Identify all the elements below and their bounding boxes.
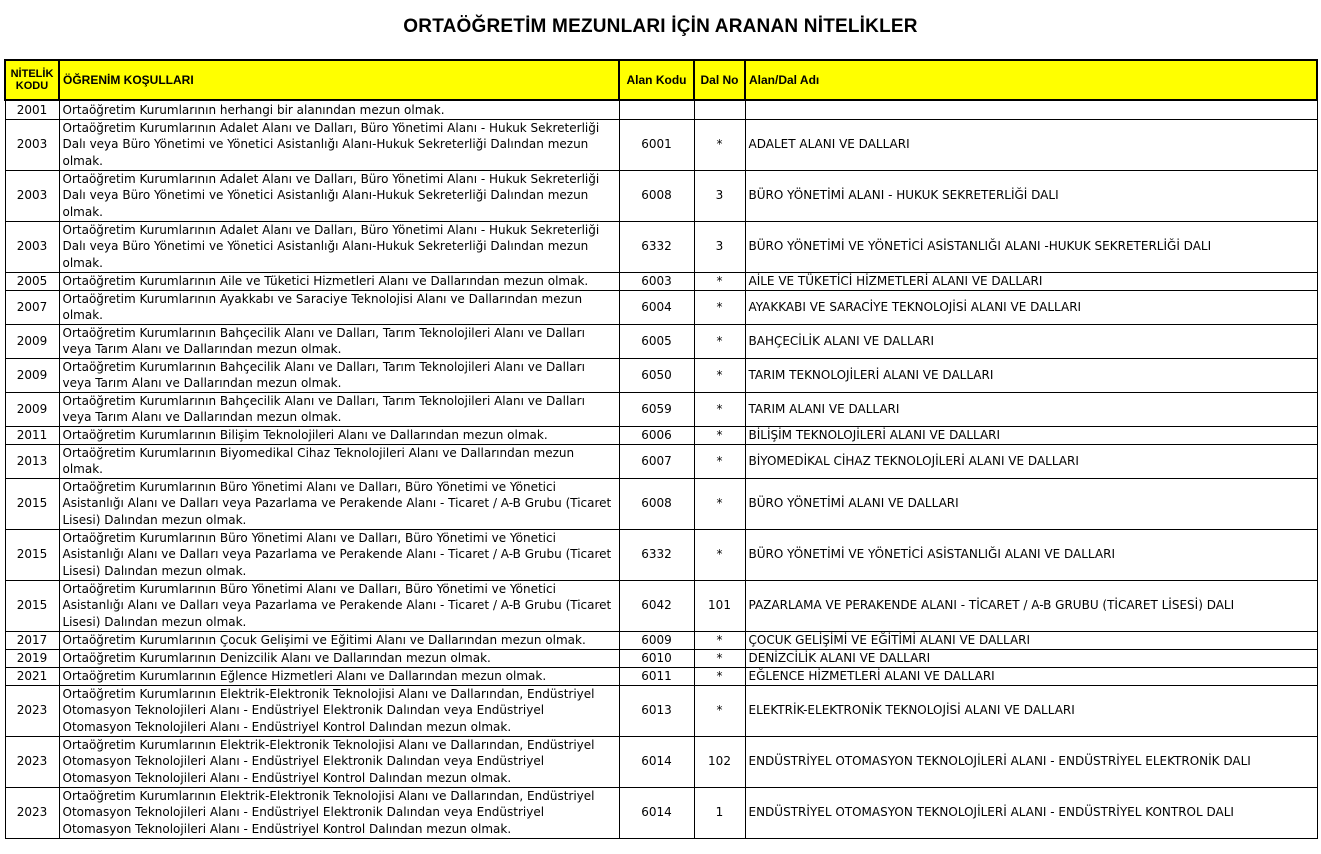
table-body: [5, 100, 1317, 838]
header-dal-no: Dal No: [694, 60, 745, 100]
cell-alan-kodu: 6009: [619, 631, 694, 649]
cell-alan-kodu: [619, 100, 694, 119]
cell-dal-no: 3: [694, 170, 745, 221]
cell-conditions: Ortaöğretim Kurumlarının Denizcilik Alanı ve Dallarından mezun olmak.: [59, 649, 619, 667]
header-alan-dal-adi: Alan/Dal Adı: [745, 60, 1317, 100]
cell-code: 2009: [5, 392, 59, 426]
table-header-row: [5, 60, 1317, 100]
header-ogrenim-kosullari: ÖĞRENİM KOŞULLARI: [59, 60, 619, 100]
cell-code: 2003: [5, 170, 59, 221]
cell-code: 2003: [5, 119, 59, 170]
cell-dal-no: 3: [694, 221, 745, 272]
cell-dal-no: *: [694, 119, 745, 170]
cell-alan-kodu: 6013: [619, 685, 694, 736]
cell-conditions: Ortaöğretim Kurumlarının Adalet Alanı ve Dalları, Büro Yönetimi Alanı - Hukuk Sekreterliği Dalı veya Büro Yönetimi ve Yönetici Asistanlığı Alanı-Hukuk Sekreterliği Dalından mezun olmak.: [59, 221, 619, 272]
cell-alan-dal-adi: ELEKTRİK-ELEKTRONİK TEKNOLOJİSİ ALANI VE DALLARI: [745, 685, 1317, 736]
cell-conditions: Ortaöğretim Kurumlarının Çocuk Gelişimi ve Eğitimi Alanı ve Dallarından mezun olmak.: [59, 631, 619, 649]
cell-dal-no: *: [694, 478, 745, 529]
cell-conditions: Ortaöğretim Kurumlarının Adalet Alanı ve Dalları, Büro Yönetimi Alanı - Hukuk Sekreterliği Dalı veya Büro Yönetimi ve Yönetici Asistanlığı Alanı-Hukuk Sekreterliği Dalından mezun olmak.: [59, 170, 619, 221]
cell-code: 2015: [5, 580, 59, 631]
cell-alan-dal-adi: AİLE VE TÜKETİCİ HİZMETLERİ ALANI VE DALLARI: [745, 272, 1317, 290]
cell-code: 2003: [5, 221, 59, 272]
cell-code: 2023: [5, 787, 59, 838]
cell-code: 2009: [5, 324, 59, 358]
cell-alan-kodu: 6008: [619, 170, 694, 221]
cell-alan-kodu: 6050: [619, 358, 694, 392]
cell-alan-kodu: 6332: [619, 221, 694, 272]
table-row: [5, 631, 1317, 649]
table-row: [5, 529, 1317, 580]
cell-alan-kodu: 6007: [619, 444, 694, 478]
table-row: [5, 170, 1317, 221]
cell-alan-dal-adi: ENDÜSTRİYEL OTOMASYON TEKNOLOJİLERİ ALANI - ENDÜSTRİYEL KONTROL DALI: [745, 787, 1317, 838]
cell-code: 2017: [5, 631, 59, 649]
cell-alan-dal-adi: BÜRO YÖNETİMİ ALANI - HUKUK SEKRETERLİĞİ DALI: [745, 170, 1317, 221]
cell-conditions: Ortaöğretim Kurumlarının Biyomedikal Cihaz Teknolojileri Alanı ve Dallarından mezun olmak.: [59, 444, 619, 478]
table-row: [5, 685, 1317, 736]
cell-alan-dal-adi: BİYOMEDİKAL CİHAZ TEKNOLOJİLERİ ALANI VE DALLARI: [745, 444, 1317, 478]
cell-conditions: Ortaöğretim Kurumlarının Büro Yönetimi Alanı ve Dalları, Büro Yönetimi ve Yönetici Asistanlığı Alanı ve Dalları veya Pazarlama ve Perakende Alanı - Ticaret / A-B Grubu (Ticaret Lisesi) Dalından mezun olmak.: [59, 529, 619, 580]
cell-code: 2007: [5, 290, 59, 324]
table-row: [5, 221, 1317, 272]
cell-conditions: Ortaöğretim Kurumlarının Bahçecilik Alanı ve Dalları, Tarım Teknolojileri Alanı ve Dalları veya Tarım Alanı ve Dallarından mezun olmak.: [59, 324, 619, 358]
cell-alan-kodu: 6008: [619, 478, 694, 529]
cell-alan-dal-adi: DENİZCİLİK ALANI VE DALLARI: [745, 649, 1317, 667]
cell-code: 2001: [5, 100, 59, 119]
cell-alan-dal-adi: TARIM TEKNOLOJİLERİ ALANI VE DALLARI: [745, 358, 1317, 392]
cell-conditions: Ortaöğretim Kurumlarının Büro Yönetimi Alanı ve Dalları, Büro Yönetimi ve Yönetici Asistanlığı Alanı ve Dalları veya Pazarlama ve Perakende Alanı - Ticaret / A-B Grubu (Ticaret Lisesi) Dalından mezun olmak.: [59, 580, 619, 631]
cell-dal-no: 102: [694, 736, 745, 787]
cell-conditions: Ortaöğretim Kurumlarının Elektrik-Elektronik Teknolojisi Alanı ve Dallarından, Endüstriyel Otomasyon Teknolojileri Alanı - Endüstriyel Elektronik Dalından veya Endüstriyel Otomasyon Teknolojileri Alanı - Endüstriyel Kontrol Dalından mezun olmak.: [59, 736, 619, 787]
cell-alan-kodu: 6059: [619, 392, 694, 426]
cell-alan-dal-adi: BÜRO YÖNETİMİ VE YÖNETİCİ ASİSTANLIĞI ALANI -HUKUK SEKRETERLİĞİ DALI: [745, 221, 1317, 272]
table-row: [5, 324, 1317, 358]
cell-conditions: Ortaöğretim Kurumlarının Ayakkabı ve Saraciye Teknolojisi Alanı ve Dallarından mezun olmak.: [59, 290, 619, 324]
table-row: [5, 392, 1317, 426]
cell-alan-kodu: 6011: [619, 667, 694, 685]
cell-alan-dal-adi: EĞLENCE HİZMETLERİ ALANI VE DALLARI: [745, 667, 1317, 685]
cell-dal-no: *: [694, 272, 745, 290]
table-row: [5, 478, 1317, 529]
cell-alan-dal-adi: BAHÇECİLİK ALANI VE DALLARI: [745, 324, 1317, 358]
page-title: ORTAÖĞRETİM MEZUNLARI İÇİN ARANAN NİTELİKLER: [403, 16, 918, 37]
cell-code: 2011: [5, 426, 59, 444]
header-alan-kodu: Alan Kodu: [619, 60, 694, 100]
cell-dal-no: *: [694, 667, 745, 685]
cell-alan-dal-adi: ENDÜSTRİYEL OTOMASYON TEKNOLOJİLERİ ALANI - ENDÜSTRİYEL ELEKTRONİK DALI: [745, 736, 1317, 787]
table-row: [5, 580, 1317, 631]
cell-conditions: Ortaöğretim Kurumlarının Adalet Alanı ve Dalları, Büro Yönetimi Alanı - Hukuk Sekreterliği Dalı veya Büro Yönetimi ve Yönetici Asistanlığı Alanı-Hukuk Sekreterliği Dalından mezun olmak.: [59, 119, 619, 170]
cell-alan-dal-adi: PAZARLAMA VE PERAKENDE ALANI - TİCARET / A-B GRUBU (TİCARET LİSESİ) DALI: [745, 580, 1317, 631]
cell-conditions: Ortaöğretim Kurumlarının Eğlence Hizmetleri Alanı ve Dallarından mezun olmak.: [59, 667, 619, 685]
table-row: [5, 649, 1317, 667]
cell-conditions: Ortaöğretim Kurumlarının Bahçecilik Alanı ve Dalları, Tarım Teknolojileri Alanı ve Dalları veya Tarım Alanı ve Dallarından mezun olmak.: [59, 358, 619, 392]
cell-dal-no: *: [694, 392, 745, 426]
table-row: [5, 667, 1317, 685]
cell-dal-no: 101: [694, 580, 745, 631]
cell-alan-kodu: 6010: [619, 649, 694, 667]
table-row: [5, 736, 1317, 787]
table-row: [5, 787, 1317, 838]
cell-alan-kodu: 6014: [619, 736, 694, 787]
qualifications-table: [4, 59, 1318, 839]
cell-alan-dal-adi: [745, 100, 1317, 119]
cell-conditions: Ortaöğretim Kurumlarının herhangi bir alanından mezun olmak.: [59, 100, 619, 119]
cell-dal-no: *: [694, 444, 745, 478]
cell-alan-dal-adi: BİLİŞİM TEKNOLOJİLERİ ALANI VE DALLARI: [745, 426, 1317, 444]
cell-alan-dal-adi: TARIM ALANI VE DALLARI: [745, 392, 1317, 426]
cell-conditions: Ortaöğretim Kurumlarının Büro Yönetimi Alanı ve Dalları, Büro Yönetimi ve Yönetici Asistanlığı Alanı ve Dalları veya Pazarlama ve Perakende Alanı - Ticaret / A-B Grubu (Ticaret Lisesi) Dalından mezun olmak.: [59, 478, 619, 529]
cell-alan-dal-adi: ÇOCUK GELİŞİMİ VE EĞİTİMİ ALANI VE DALLARI: [745, 631, 1317, 649]
cell-alan-kodu: 6003: [619, 272, 694, 290]
table-row: [5, 290, 1317, 324]
cell-alan-kodu: 6001: [619, 119, 694, 170]
cell-alan-dal-adi: AYAKKABI VE SARACİYE TEKNOLOJİSİ ALANI VE DALLARI: [745, 290, 1317, 324]
cell-dal-no: [694, 100, 745, 119]
cell-code: 2015: [5, 529, 59, 580]
cell-alan-kodu: 6042: [619, 580, 694, 631]
table-row: [5, 426, 1317, 444]
table-row: [5, 119, 1317, 170]
cell-alan-kodu: 6004: [619, 290, 694, 324]
cell-alan-kodu: 6332: [619, 529, 694, 580]
cell-dal-no: *: [694, 529, 745, 580]
cell-code: 2023: [5, 685, 59, 736]
cell-code: 2021: [5, 667, 59, 685]
cell-conditions: Ortaöğretim Kurumlarının Aile ve Tüketici Hizmetleri Alanı ve Dallarından mezun olmak.: [59, 272, 619, 290]
cell-conditions: Ortaöğretim Kurumlarının Elektrik-Elektronik Teknolojisi Alanı ve Dallarından, Endüstriyel Otomasyon Teknolojileri Alanı - Endüstriyel Elektronik Dalından veya Endüstriyel Otomasyon Teknolojileri Alanı - Endüstriyel Kontrol Dalından mezun olmak.: [59, 787, 619, 838]
cell-alan-kodu: 6006: [619, 426, 694, 444]
cell-dal-no: 1: [694, 787, 745, 838]
cell-alan-kodu: 6005: [619, 324, 694, 358]
cell-code: 2013: [5, 444, 59, 478]
cell-conditions: Ortaöğretim Kurumlarının Bilişim Teknolojileri Alanı ve Dallarından mezun olmak.: [59, 426, 619, 444]
cell-dal-no: *: [694, 358, 745, 392]
cell-conditions: Ortaöğretim Kurumlarının Bahçecilik Alanı ve Dalları, Tarım Teknolojileri Alanı ve Dalları veya Tarım Alanı ve Dallarından mezun olmak.: [59, 392, 619, 426]
table-row: [5, 272, 1317, 290]
header-nitelik-kodu: NİTELİK KODU: [5, 60, 59, 100]
cell-code: 2015: [5, 478, 59, 529]
table-row: [5, 444, 1317, 478]
cell-alan-dal-adi: BÜRO YÖNETİMİ ALANI VE DALLARI: [745, 478, 1317, 529]
cell-code: 2005: [5, 272, 59, 290]
cell-alan-dal-adi: BÜRO YÖNETİMİ VE YÖNETİCİ ASİSTANLIĞI ALANI VE DALLARI: [745, 529, 1317, 580]
table-row: [5, 100, 1317, 119]
cell-dal-no: *: [694, 324, 745, 358]
cell-code: 2023: [5, 736, 59, 787]
cell-conditions: Ortaöğretim Kurumlarının Elektrik-Elektronik Teknolojisi Alanı ve Dallarından, Endüstriyel Otomasyon Teknolojileri Alanı - Endüstriyel Elektronik Dalından veya Endüstriyel Otomasyon Teknolojileri Alanı - Endüstriyel Kontrol Dalından mezun olmak.: [59, 685, 619, 736]
cell-dal-no: *: [694, 685, 745, 736]
cell-dal-no: *: [694, 649, 745, 667]
cell-dal-no: *: [694, 290, 745, 324]
cell-dal-no: *: [694, 426, 745, 444]
table-row: [5, 358, 1317, 392]
cell-code: 2009: [5, 358, 59, 392]
cell-alan-kodu: 6014: [619, 787, 694, 838]
cell-dal-no: *: [694, 631, 745, 649]
cell-alan-dal-adi: ADALET ALANI VE DALLARI: [745, 119, 1317, 170]
cell-code: 2019: [5, 649, 59, 667]
